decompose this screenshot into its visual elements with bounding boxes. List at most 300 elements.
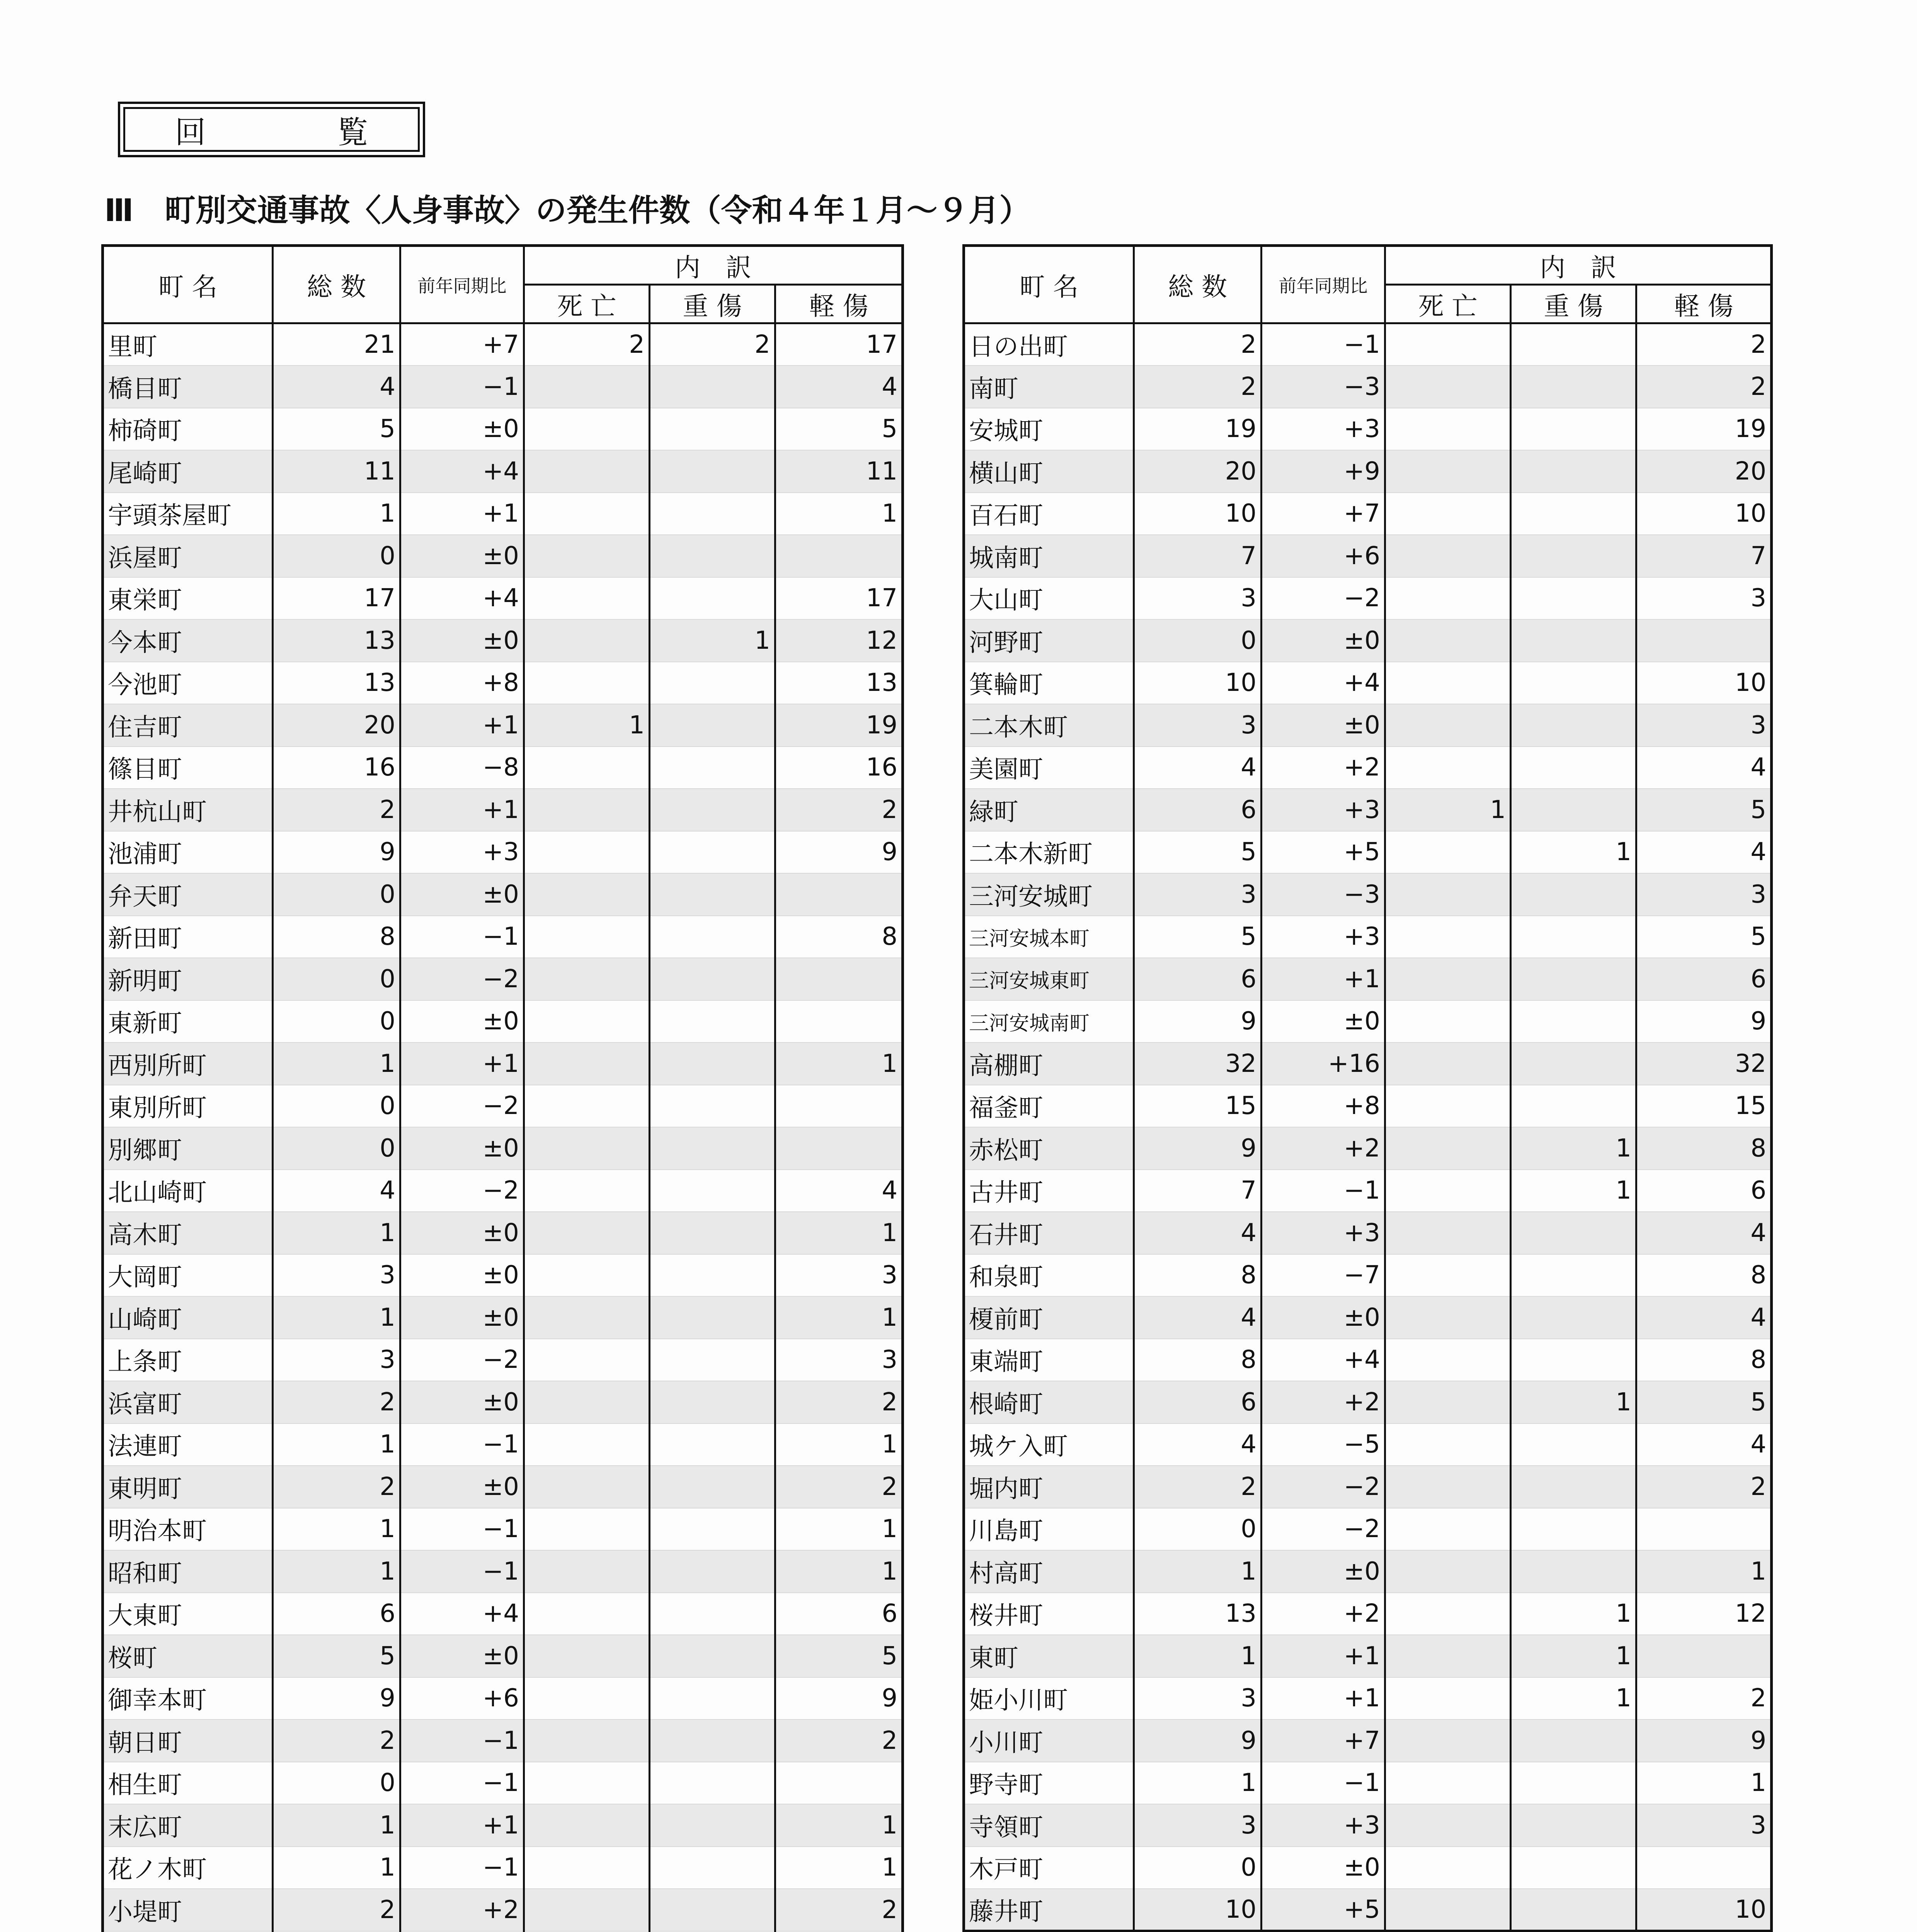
table-row <box>103 1804 903 1847</box>
serious-injury-cell <box>1511 916 1636 958</box>
town-name-cell: 村高町 <box>964 1550 1134 1593</box>
minor-injury-cell <box>1636 619 1772 662</box>
total-cell: 4 <box>1134 1423 1262 1466</box>
table-row <box>103 1339 903 1381</box>
serious-injury-cell <box>650 1677 775 1720</box>
total-cell: 1 <box>273 1550 400 1593</box>
yoy-change-cell: ±0 <box>400 1127 524 1170</box>
serious-injury-cell <box>1511 493 1636 535</box>
town-name-cell: 弁天町 <box>103 873 273 916</box>
total-cell: 2 <box>273 1381 400 1423</box>
serious-injury-cell <box>650 831 775 874</box>
death-cell <box>1385 704 1511 747</box>
town-name-cell: 末広町 <box>103 1804 273 1847</box>
serious-injury-cell <box>650 704 775 747</box>
serious-injury-cell <box>1511 1508 1636 1551</box>
town-name-cell: 東明町 <box>103 1466 273 1508</box>
death-cell <box>524 831 650 874</box>
yoy-change-cell: +4 <box>1262 662 1385 704</box>
town-name-cell: 箕輪町 <box>964 662 1134 704</box>
table-row <box>103 916 903 958</box>
table-row <box>964 535 1772 577</box>
total-cell: 0 <box>1134 619 1262 662</box>
serious-injury-cell: 1 <box>650 619 775 662</box>
serious-injury-cell <box>650 1339 775 1381</box>
yoy-change-cell: +3 <box>1262 789 1385 831</box>
yoy-change-cell: −2 <box>400 1339 524 1381</box>
serious-injury-cell <box>1511 873 1636 916</box>
table-row <box>964 577 1772 620</box>
serious-injury-cell <box>1511 1000 1636 1043</box>
table-row <box>964 1677 1772 1720</box>
death-cell <box>524 408 650 451</box>
minor-injury-cell: 9 <box>1636 1719 1772 1762</box>
table-row <box>964 1508 1772 1551</box>
minor-injury-cell: 12 <box>1636 1593 1772 1635</box>
total-cell: 0 <box>273 873 400 916</box>
death-cell <box>524 1296 650 1339</box>
minor-injury-cell: 1 <box>775 1423 903 1466</box>
town-name-cell: 小川町 <box>964 1719 1134 1762</box>
death-cell <box>524 1847 650 1889</box>
death-cell <box>1385 366 1511 408</box>
total-cell: 2 <box>273 1889 400 1931</box>
minor-injury-cell: 12 <box>775 619 903 662</box>
total-cell: 13 <box>273 662 400 704</box>
total-cell: 9 <box>1134 1127 1262 1170</box>
header-yoy: 前年同期比 <box>400 246 524 323</box>
total-cell: 4 <box>1134 1212 1262 1254</box>
table-row <box>103 873 903 916</box>
minor-injury-cell <box>775 958 903 1000</box>
table-row <box>103 450 903 493</box>
yoy-change-cell: +2 <box>400 1889 524 1931</box>
header-town-name: 町 名 <box>103 246 273 323</box>
table-row <box>964 323 1772 366</box>
total-cell: 2 <box>1134 366 1262 408</box>
serious-injury-cell <box>1511 704 1636 747</box>
town-name-cell: 池浦町 <box>103 831 273 874</box>
total-cell: 3 <box>1134 1804 1262 1847</box>
death-cell <box>1385 958 1511 1000</box>
total-cell: 10 <box>1134 662 1262 704</box>
death-cell <box>1385 1339 1511 1381</box>
table-row <box>103 1254 903 1297</box>
minor-injury-cell: 10 <box>1636 1889 1772 1931</box>
header-minor: 軽 傷 <box>1636 285 1772 323</box>
yoy-change-cell: −1 <box>400 1508 524 1551</box>
minor-injury-cell: 9 <box>1636 1000 1772 1043</box>
table-row <box>964 704 1772 747</box>
death-cell <box>1385 1635 1511 1677</box>
yoy-change-cell: −2 <box>1262 1508 1385 1551</box>
table-row <box>964 1381 1772 1423</box>
table-row <box>103 747 903 789</box>
death-cell <box>524 450 650 493</box>
serious-injury-cell <box>650 1212 775 1254</box>
town-name-cell: 河野町 <box>964 619 1134 662</box>
town-name-cell: 橋目町 <box>103 366 273 408</box>
yoy-change-cell: −8 <box>400 747 524 789</box>
yoy-change-cell: +3 <box>1262 1804 1385 1847</box>
total-cell: 1 <box>273 1043 400 1085</box>
serious-injury-cell <box>1511 1043 1636 1085</box>
total-cell: 19 <box>1134 408 1262 451</box>
total-cell: 1 <box>273 493 400 535</box>
yoy-change-cell: +1 <box>400 1043 524 1085</box>
serious-injury-cell <box>1511 366 1636 408</box>
total-cell: 6 <box>1134 789 1262 831</box>
yoy-change-cell: ±0 <box>1262 1000 1385 1043</box>
town-name-cell: 相生町 <box>103 1762 273 1804</box>
town-name-cell: 尾崎町 <box>103 450 273 493</box>
table-row <box>103 831 903 874</box>
town-name-cell: 花ノ木町 <box>103 1847 273 1889</box>
death-cell: 2 <box>524 323 650 366</box>
serious-injury-cell <box>1511 1889 1636 1931</box>
death-cell: 1 <box>524 704 650 747</box>
total-cell: 17 <box>273 577 400 620</box>
total-cell: 0 <box>1134 1508 1262 1551</box>
town-name-cell: 東新町 <box>103 1000 273 1043</box>
total-cell: 3 <box>1134 704 1262 747</box>
minor-injury-cell: 2 <box>775 1466 903 1508</box>
serious-injury-cell <box>1511 1719 1636 1762</box>
total-cell: 3 <box>1134 873 1262 916</box>
table-row <box>964 1000 1772 1043</box>
serious-injury-cell <box>650 958 775 1000</box>
death-cell <box>524 1085 650 1128</box>
yoy-change-cell: +4 <box>400 577 524 620</box>
death-cell <box>1385 1000 1511 1043</box>
yoy-change-cell: ±0 <box>1262 704 1385 747</box>
death-cell <box>1385 1212 1511 1254</box>
minor-injury-cell <box>775 1000 903 1043</box>
death-cell <box>1385 873 1511 916</box>
town-name-cell: 石井町 <box>964 1212 1134 1254</box>
serious-injury-cell <box>1511 958 1636 1000</box>
town-name-cell: 昭和町 <box>103 1550 273 1593</box>
yoy-change-cell: −1 <box>1262 1762 1385 1804</box>
town-name-cell: 浜富町 <box>103 1381 273 1423</box>
town-name-cell: 西別所町 <box>103 1043 273 1085</box>
total-cell: 20 <box>1134 450 1262 493</box>
total-cell: 4 <box>273 1170 400 1212</box>
yoy-change-cell: +7 <box>1262 493 1385 535</box>
town-name-cell: 三河安城町 <box>964 873 1134 916</box>
death-cell <box>1385 831 1511 874</box>
minor-injury-cell: 4 <box>1636 1423 1772 1466</box>
town-name-cell: 御幸本町 <box>103 1677 273 1720</box>
minor-injury-cell: 1 <box>775 1804 903 1847</box>
yoy-change-cell: ±0 <box>400 535 524 577</box>
death-cell <box>1385 662 1511 704</box>
death-cell <box>1385 1254 1511 1297</box>
town-name-cell: 三河安城南町 <box>964 1000 1134 1043</box>
yoy-change-cell: −1 <box>400 1847 524 1889</box>
town-name-cell: 北山崎町 <box>103 1170 273 1212</box>
minor-injury-cell: 4 <box>1636 1296 1772 1339</box>
yoy-change-cell: ±0 <box>1262 1296 1385 1339</box>
total-cell: 1 <box>1134 1762 1262 1804</box>
town-name-cell: 根崎町 <box>964 1381 1134 1423</box>
town-name-cell: 住吉町 <box>103 704 273 747</box>
death-cell <box>524 1889 650 1931</box>
minor-injury-cell <box>1636 1635 1772 1677</box>
table-row <box>964 1212 1772 1254</box>
town-name-cell: 別郷町 <box>103 1127 273 1170</box>
table-row <box>103 1212 903 1254</box>
table-row <box>103 958 903 1000</box>
table-row <box>103 408 903 451</box>
town-name-cell: 高木町 <box>103 1212 273 1254</box>
yoy-change-cell: −2 <box>400 1170 524 1212</box>
death-cell <box>1385 1889 1511 1931</box>
yoy-change-cell: ±0 <box>400 1000 524 1043</box>
total-cell: 3 <box>273 1254 400 1297</box>
serious-injury-cell <box>650 1466 775 1508</box>
yoy-change-cell: ±0 <box>1262 1550 1385 1593</box>
death-cell <box>524 1043 650 1085</box>
death-cell <box>524 1677 650 1720</box>
table-row <box>964 1593 1772 1635</box>
town-name-cell: 今池町 <box>103 662 273 704</box>
death-cell <box>524 577 650 620</box>
minor-injury-cell: 8 <box>1636 1339 1772 1381</box>
death-cell <box>1385 1043 1511 1085</box>
yoy-change-cell: +9 <box>1262 450 1385 493</box>
town-name-cell: 井杭山町 <box>103 789 273 831</box>
minor-injury-cell: 11 <box>775 450 903 493</box>
table-row <box>103 1889 903 1931</box>
serious-injury-cell <box>1511 1254 1636 1297</box>
minor-injury-cell: 2 <box>775 1381 903 1423</box>
table-row <box>103 1762 903 1804</box>
table-row <box>103 577 903 620</box>
total-cell: 0 <box>273 1085 400 1128</box>
death-cell <box>524 1762 650 1804</box>
serious-injury-cell: 1 <box>1511 831 1636 874</box>
table-row <box>964 662 1772 704</box>
minor-injury-cell <box>775 1127 903 1170</box>
total-cell: 2 <box>273 1466 400 1508</box>
total-cell: 4 <box>273 366 400 408</box>
minor-injury-cell: 6 <box>1636 1170 1772 1212</box>
death-cell <box>524 1719 650 1762</box>
serious-injury-cell <box>1511 408 1636 451</box>
minor-injury-cell: 32 <box>1636 1043 1772 1085</box>
serious-injury-cell <box>650 1043 775 1085</box>
town-name-cell: 城南町 <box>964 535 1134 577</box>
total-cell: 3 <box>273 1339 400 1381</box>
death-cell <box>1385 1127 1511 1170</box>
table-row <box>103 704 903 747</box>
serious-injury-cell <box>650 493 775 535</box>
death-cell <box>1385 408 1511 451</box>
table-row <box>964 1170 1772 1212</box>
town-name-cell: 今本町 <box>103 619 273 662</box>
death-cell <box>1385 1296 1511 1339</box>
table-row <box>964 1804 1772 1847</box>
total-cell: 9 <box>273 1677 400 1720</box>
total-cell: 5 <box>1134 916 1262 958</box>
minor-injury-cell: 16 <box>775 747 903 789</box>
total-cell: 5 <box>273 408 400 451</box>
death-cell <box>524 1170 650 1212</box>
town-name-cell: 明治本町 <box>103 1508 273 1551</box>
serious-injury-cell: 1 <box>1511 1677 1636 1720</box>
total-cell: 1 <box>1134 1550 1262 1593</box>
town-name-cell: 城ケ入町 <box>964 1423 1134 1466</box>
total-cell: 5 <box>1134 831 1262 874</box>
death-cell <box>1385 1085 1511 1128</box>
minor-injury-cell: 3 <box>775 1254 903 1297</box>
yoy-change-cell: −2 <box>400 1085 524 1128</box>
serious-injury-cell <box>1511 789 1636 831</box>
table-row <box>964 1847 1772 1889</box>
total-cell: 0 <box>1134 1847 1262 1889</box>
serious-injury-cell <box>1511 1212 1636 1254</box>
table-row <box>103 1296 903 1339</box>
minor-injury-cell <box>775 535 903 577</box>
serious-injury-cell <box>650 1000 775 1043</box>
death-cell <box>524 958 650 1000</box>
minor-injury-cell: 3 <box>1636 1804 1772 1847</box>
yoy-change-cell: +2 <box>1262 1593 1385 1635</box>
minor-injury-cell: 6 <box>1636 958 1772 1000</box>
yoy-change-cell: ±0 <box>400 619 524 662</box>
table-row <box>964 1423 1772 1466</box>
table-row <box>103 1170 903 1212</box>
table-row <box>103 493 903 535</box>
table-row <box>964 1085 1772 1128</box>
yoy-change-cell: +16 <box>1262 1043 1385 1085</box>
serious-injury-cell <box>1511 1296 1636 1339</box>
header-serious: 重 傷 <box>650 285 775 323</box>
minor-injury-cell: 3 <box>1636 704 1772 747</box>
yoy-change-cell: −2 <box>1262 577 1385 620</box>
table-row <box>964 873 1772 916</box>
table-row <box>103 1508 903 1551</box>
minor-injury-cell: 15 <box>1636 1085 1772 1128</box>
total-cell: 9 <box>273 831 400 874</box>
total-cell: 2 <box>273 789 400 831</box>
minor-injury-cell: 1 <box>775 1212 903 1254</box>
total-cell: 4 <box>1134 747 1262 789</box>
death-cell <box>1385 1170 1511 1212</box>
serious-injury-cell <box>1511 1085 1636 1128</box>
serious-injury-cell <box>1511 662 1636 704</box>
death-cell <box>1385 1466 1511 1508</box>
yoy-change-cell: ±0 <box>400 1381 524 1423</box>
death-cell <box>524 1593 650 1635</box>
yoy-change-cell: +2 <box>1262 747 1385 789</box>
yoy-change-cell: ±0 <box>400 1254 524 1297</box>
town-name-cell: 姫小川町 <box>964 1677 1134 1720</box>
minor-injury-cell: 5 <box>775 1635 903 1677</box>
death-cell <box>524 1212 650 1254</box>
minor-injury-cell: 2 <box>1636 1466 1772 1508</box>
serious-injury-cell <box>650 1635 775 1677</box>
yoy-change-cell: +1 <box>400 704 524 747</box>
serious-injury-cell <box>650 1719 775 1762</box>
table-row <box>103 1635 903 1677</box>
yoy-change-cell: −1 <box>400 1550 524 1593</box>
minor-injury-cell: 5 <box>775 408 903 451</box>
table-row <box>103 789 903 831</box>
death-cell <box>1385 1677 1511 1720</box>
death-cell <box>524 1339 650 1381</box>
town-name-cell: 古井町 <box>964 1170 1134 1212</box>
table-row <box>964 493 1772 535</box>
minor-injury-cell <box>775 873 903 916</box>
serious-injury-cell <box>1511 1762 1636 1804</box>
table-row <box>103 1127 903 1170</box>
serious-injury-cell <box>650 1254 775 1297</box>
table-row <box>964 619 1772 662</box>
death-cell <box>524 1127 650 1170</box>
yoy-change-cell: +1 <box>400 1804 524 1847</box>
yoy-change-cell: −1 <box>400 1762 524 1804</box>
yoy-change-cell: +1 <box>1262 958 1385 1000</box>
table-row <box>103 1381 903 1423</box>
death-cell <box>1385 916 1511 958</box>
minor-injury-cell <box>775 1085 903 1128</box>
table-row <box>103 1677 903 1720</box>
total-cell: 9 <box>1134 1000 1262 1043</box>
serious-injury-cell: 1 <box>1511 1127 1636 1170</box>
minor-injury-cell: 7 <box>1636 535 1772 577</box>
town-name-cell: 百石町 <box>964 493 1134 535</box>
serious-injury-cell <box>650 916 775 958</box>
minor-injury-cell: 4 <box>1636 747 1772 789</box>
table-row <box>964 408 1772 451</box>
yoy-change-cell: +1 <box>400 493 524 535</box>
serious-injury-cell: 1 <box>1511 1635 1636 1677</box>
table-row <box>103 1847 903 1889</box>
serious-injury-cell <box>650 1085 775 1128</box>
town-name-cell: 木戸町 <box>964 1847 1134 1889</box>
total-cell: 16 <box>273 747 400 789</box>
death-cell <box>1385 1423 1511 1466</box>
death-cell <box>1385 747 1511 789</box>
yoy-change-cell: −3 <box>1262 873 1385 916</box>
yoy-change-cell: ±0 <box>400 408 524 451</box>
yoy-change-cell: −3 <box>1262 366 1385 408</box>
table-row <box>103 366 903 408</box>
minor-injury-cell: 4 <box>775 1170 903 1212</box>
table-row <box>103 1719 903 1762</box>
total-cell: 7 <box>1134 1170 1262 1212</box>
total-cell: 10 <box>1134 1889 1262 1931</box>
table-row <box>103 1043 903 1085</box>
table-row <box>964 916 1772 958</box>
serious-injury-cell <box>650 1127 775 1170</box>
table-row <box>964 747 1772 789</box>
town-name-cell: 法連町 <box>103 1423 273 1466</box>
total-cell: 21 <box>273 323 400 366</box>
total-cell: 0 <box>273 535 400 577</box>
death-cell <box>524 1381 650 1423</box>
town-name-cell: 東栄町 <box>103 577 273 620</box>
town-name-cell: 小堤町 <box>103 1889 273 1931</box>
yoy-change-cell: −1 <box>400 1719 524 1762</box>
town-name-cell: 三河安城東町 <box>964 958 1134 1000</box>
table-row <box>964 1043 1772 1085</box>
serious-injury-cell <box>650 662 775 704</box>
serious-injury-cell <box>650 1423 775 1466</box>
yoy-change-cell: −5 <box>1262 1423 1385 1466</box>
